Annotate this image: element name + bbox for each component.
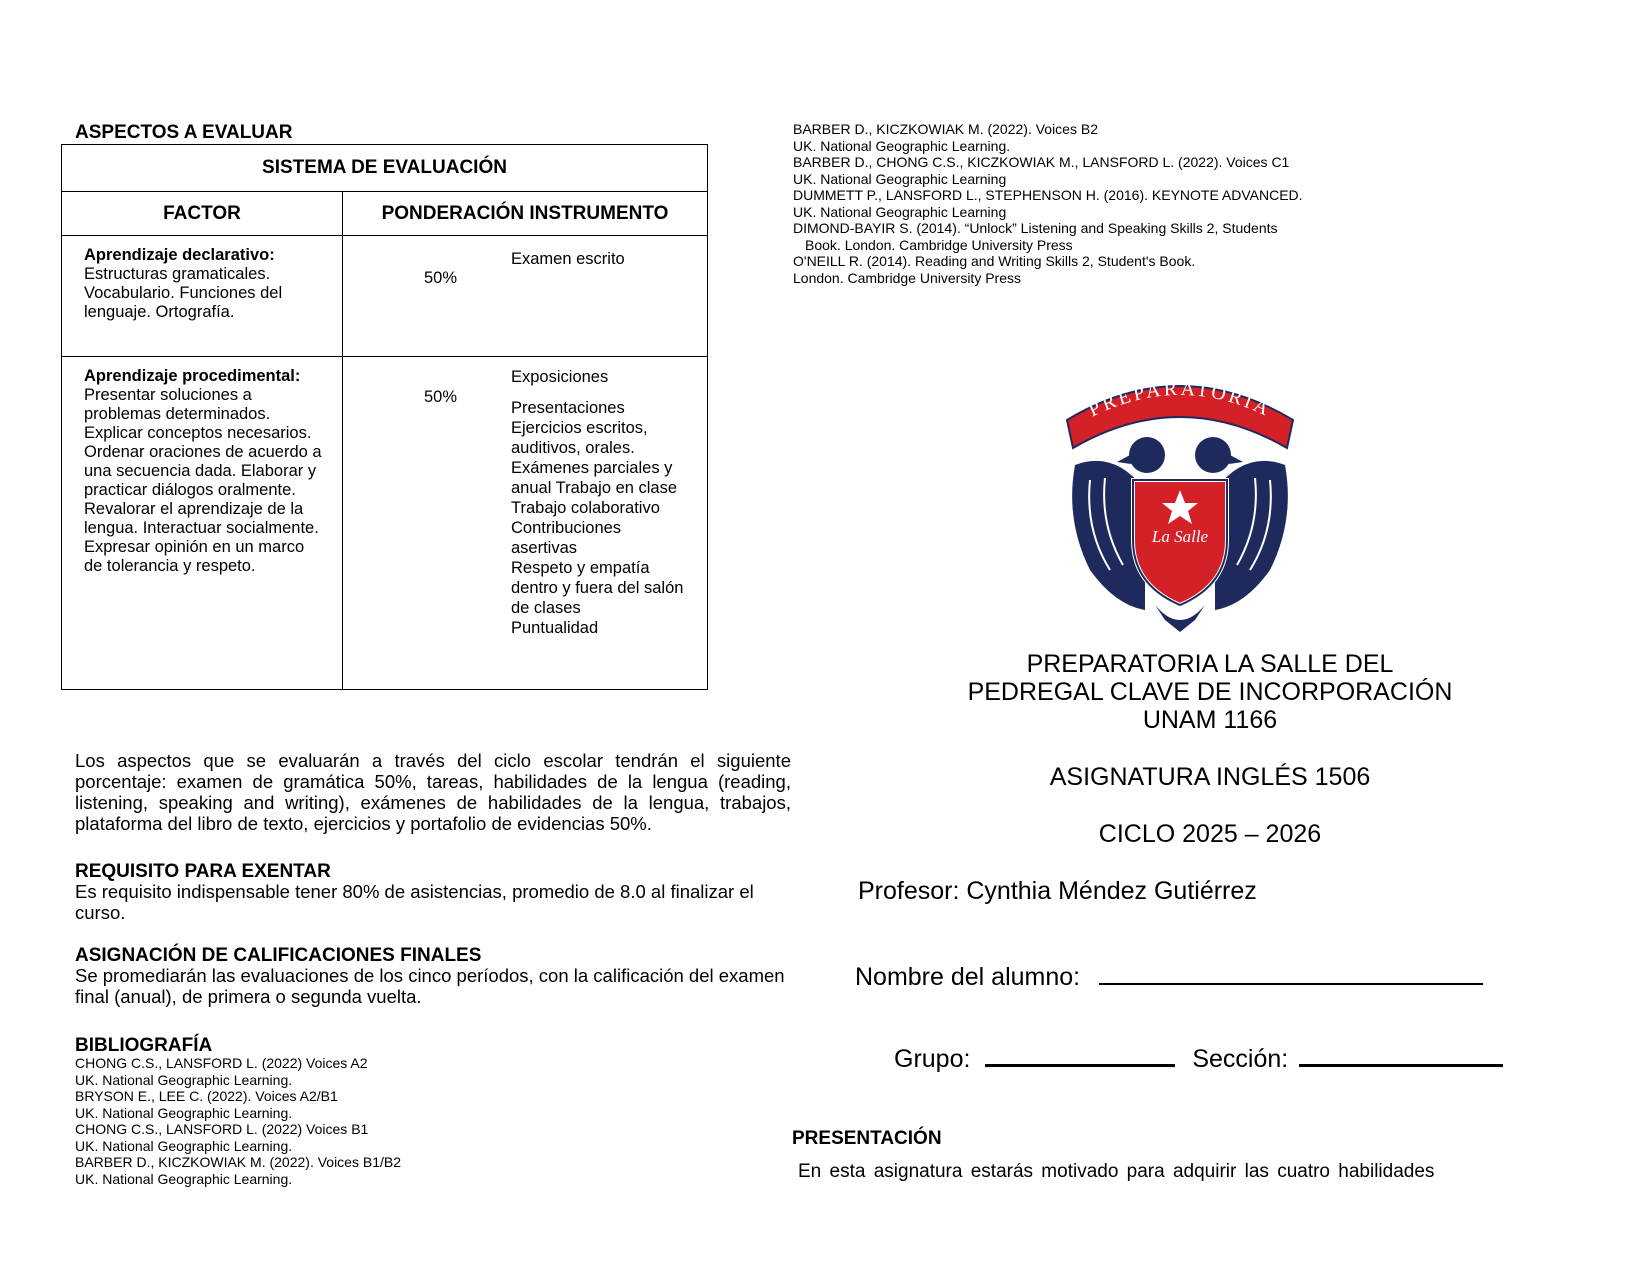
bibliography-line: UK. National Geographic Learning. (75, 1170, 293, 1187)
school-cycle: CICLO 2025 – 2026 (1098, 820, 1322, 848)
bibliography-list (75, 1055, 401, 1187)
presentation-heading: PRESENTACIÓN (792, 1128, 942, 1149)
school-crest-logo (1055, 370, 1305, 640)
subject-title: ASIGNATURA INGLÉS 1506 (1049, 763, 1371, 791)
instrument-item: Trabajo colaborativo (511, 499, 660, 517)
instrument-list (511, 367, 689, 638)
aspects-paragraph: Los aspectos que se evaluarán a través del ciclo escolar tendrán el siguiente porcentaje: examen de gramática 50%, tareas, habilidades de la lengua (reading, listening, speaking and writing), exámenes de habilidades de la lengua, trabajos, plataforma del libro de texto, ejercicios y portafolio de evidencias 50%. (75, 750, 791, 834)
school-line: PREPARATORIA LA SALLE DEL (1026, 650, 1394, 678)
shield-text: La Salle (1151, 527, 1209, 546)
instrument-item: Respeto y empatía dentro y fuera del salón de clases (511, 559, 684, 617)
presentation-text: En esta asignatura estarás motivado para adquirir las cuatro habilidades (798, 1161, 1435, 1182)
bibliography-line: BARBER D., KICZKOWIAK M. (2022). Voices B1/B2 (75, 1154, 401, 1170)
bibliography-line: UK. National Geographic Learning. (793, 137, 1011, 154)
group-field[interactable] (985, 1064, 1175, 1067)
bibliography-line: DUMMETT P., LANSFORD L., STEPHENSON H. (2016). KEYNOTE ADVANCED. (793, 187, 1303, 203)
factor-description: Estructuras gramaticales. Vocabulario. Funciones del lenguaje. Ortografía. (84, 265, 283, 321)
table-row (62, 357, 708, 690)
student-name-label: Nombre del alumno: (855, 963, 1081, 991)
factor-cell (62, 236, 343, 357)
teacher-name: Profesor: Cynthia Méndez Gutiérrez (858, 877, 1257, 905)
banner-text: PREPARATORIA (1084, 377, 1275, 422)
table-title: SISTEMA DE EVALUACIÓN (62, 145, 708, 192)
instrument-item: Exposiciones (511, 368, 609, 386)
school-name (880, 650, 1540, 734)
bibliography-line: O'NEILL R. (2014). Reading and Writing Skills 2, Student's Book. (793, 253, 1196, 269)
section-label: Sección: (1192, 1045, 1289, 1073)
requirement-text: Es requisito indispensable tener 80% de asistencias, promedio de 8.0 al finalizar el curso. (75, 881, 754, 923)
factor-title: Aprendizaje procedimental: (84, 367, 301, 385)
factor-description: Presentar soluciones a problemas determinados. Explicar conceptos necesarios. Ordenar oraciones de acuerdo a una secuencia dada. Elaborar y practicar diálogos oralmente. Revalorar el aprendizaje de la lengua. Interactuar socialmente. Expresar opinión en un marco de tolerancia y respeto. (84, 386, 322, 575)
group-section-row (894, 1045, 1503, 1074)
percentage: 50% (424, 388, 458, 406)
instrument-item: Examen escrito (511, 250, 625, 268)
group-label: Grupo: (894, 1045, 971, 1073)
instrument-item: Exámenes parciales y anual Trabajo en clase (511, 459, 678, 497)
aspects-heading: ASPECTOS A EVALUAR (75, 122, 293, 143)
bibliography-line: CHONG C.S., LANSFORD L. (2022) Voices A2 (75, 1055, 368, 1071)
bibliography-line: UK. National Geographic Learning. (75, 1071, 293, 1088)
grades-heading: ASIGNACIÓN DE CALIFICACIONES FINALES (75, 945, 482, 966)
bibliography-line: BARBER D., KICZKOWIAK M. (2022). Voices B2 (793, 121, 1098, 137)
instrument-item: Ejercicios escritos, auditivos, orales. (511, 419, 648, 457)
bibliography-list-continued (793, 121, 1303, 286)
student-name-row (855, 963, 1483, 992)
instrument-list (511, 249, 689, 269)
instrument-item: Presentaciones (511, 399, 625, 417)
section-field[interactable] (1299, 1064, 1503, 1067)
bibliography-line: DIMOND-BAYIR S. (2014). “Unlock” Listening and Speaking Skills 2, Students (793, 220, 1278, 236)
bibliography-line: CHONG C.S., LANSFORD L. (2022) Voices B1 (75, 1121, 369, 1137)
table-row (62, 236, 708, 357)
bibliography-line: Book. London. Cambridge University Press (805, 236, 1073, 253)
ponderacion-cell (343, 357, 708, 690)
bibliography-line: London. Cambridge University Press (793, 269, 1021, 286)
requirement-heading: REQUISITO PARA EXENTAR (75, 861, 331, 882)
ponderacion-cell (343, 236, 708, 357)
evaluation-table (61, 144, 708, 690)
bibliography-heading: BIBLIOGRAFÍA (75, 1035, 213, 1056)
grades-text: Se promediarán las evaluaciones de los cinco períodos, con la calificación del examen final (anual), de primera o segunda vuelta. (75, 965, 785, 1007)
column-header-factor: FACTOR (62, 192, 343, 236)
bibliography-line: BRYSON E., LEE C. (2022). Voices A2/B1 (75, 1088, 338, 1104)
instrument-item: Contribuciones asertivas (511, 519, 622, 557)
school-line: UNAM 1166 (1142, 706, 1278, 734)
bibliography-line: UK. National Geographic Learning (793, 170, 1007, 187)
percentage: 50% (424, 269, 458, 287)
factor-cell (62, 357, 343, 690)
factor-title: Aprendizaje declarativo: (84, 246, 275, 264)
student-name-field[interactable] (1099, 983, 1483, 985)
instrument-item: Puntualidad (511, 619, 599, 637)
column-header-ponderacion: PONDERACIÓN INSTRUMENTO (343, 192, 708, 236)
bibliography-line: UK. National Geographic Learning. (75, 1104, 293, 1121)
bibliography-line: UK. National Geographic Learning. (75, 1137, 293, 1154)
school-line: PEDREGAL CLAVE DE INCORPORACIÓN (967, 678, 1453, 706)
bibliography-line: UK. National Geographic Learning (793, 203, 1007, 220)
bibliography-line: BARBER D., CHONG C.S., KICZKOWIAK M., LANSFORD L. (2022). Voices C1 (793, 154, 1290, 170)
